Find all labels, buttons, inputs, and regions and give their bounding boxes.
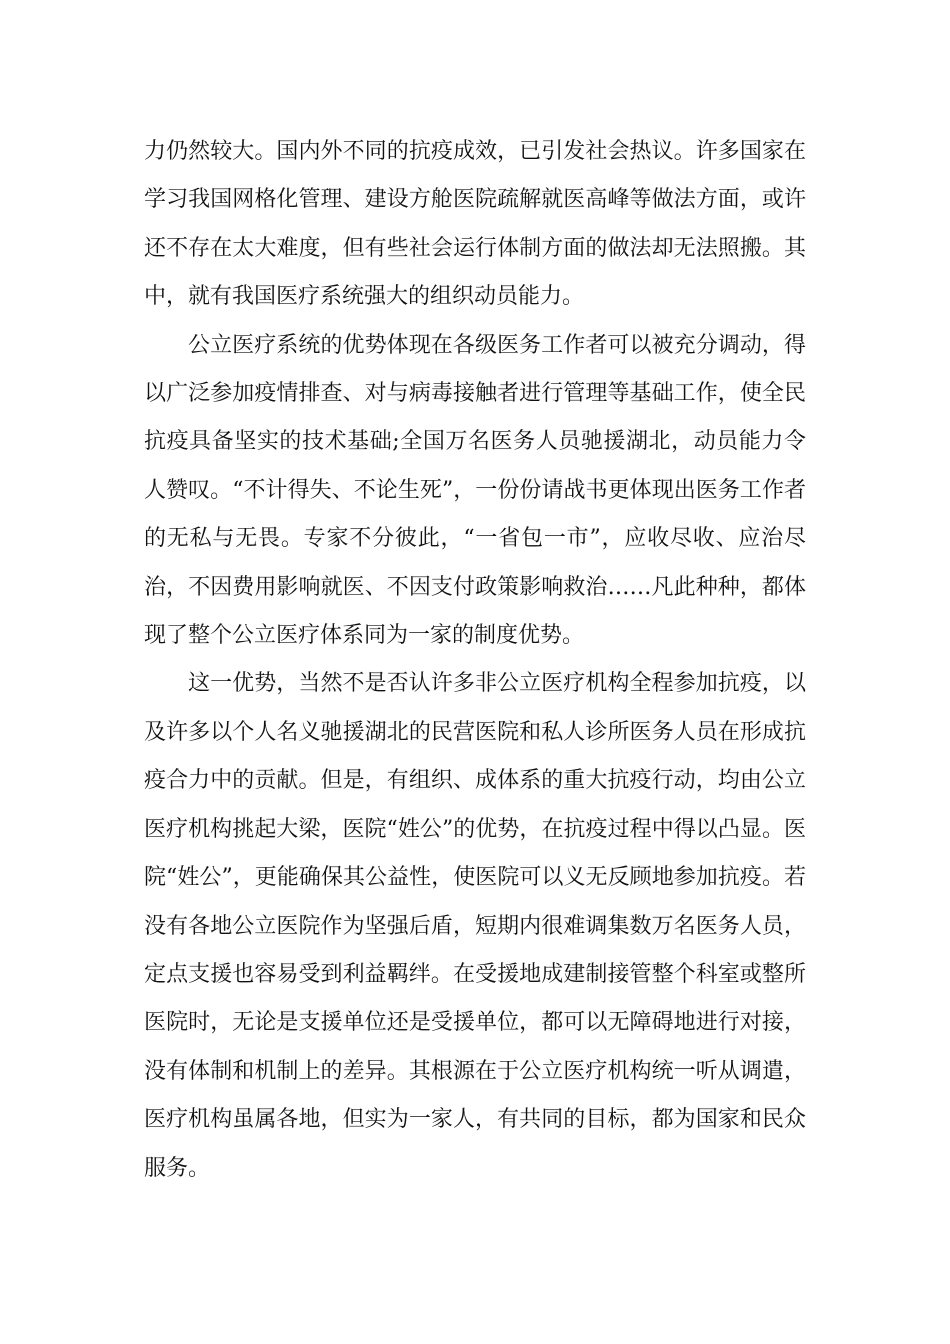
paragraph-medical-system-advantage: 公立医疗系统的优势体现在各级医务工作者可以被充分调动，得以广泛参加疫情排查、对与病毒接触者进行管理等基础工作，使全民抗疫具备坚实的技术基础;全国万名医务人员驰援湖北，动员能力令人赞叹。“不计得失、不论生死”，一份份请战书更体现出医务工作者的无私与无畏。专家不分彼此，“一省包一市”，应收尽收、应治尽治，不因费用影响就医、不因支付政策影响救治……凡此种种，都体现了整个公立医疗体系同为一家的制度优势。 bbox=[144, 332, 806, 649]
document-body bbox=[144, 128, 806, 1193]
paragraph-continued: 力仍然较大。国内外不同的抗疫成效，已引发社会热议。许多国家在学习我国网格化管理、建设方舱医院疏解就医高峰等做法方面，或许还不存在太大难度，但有些社会运行体制方面的做法却无法照搬。其中，就有我国医疗系统强大的组织动员能力。 bbox=[144, 139, 806, 310]
paragraph-public-hospital-role: 这一优势，当然不是否认许多非公立医疗机构全程参加抗疫，以及许多以个人名义驰援湖北的民营医院和私人诊所医务人员在形成抗疫合力中的贡献。但是，有组织、成体系的重大抗疫行动，均由公立医疗机构挑起大梁，医院“姓公”的优势，在抗疫过程中得以凸显。医院“姓公”，更能确保其公益性，使医院可以义无反顾地参加抗疫。若没有各地公立医院作为坚强后盾，短期内很难调集数万名医务人员，定点支援也容易受到利益羁绊。在受援地成建制接管整个科室或整所医院时，无论是支援单位还是受援单位，都可以无障碍地进行对接，没有体制和机制上的差异。其根源在于公立医疗机构统一听从调遣，医疗机构虽属各地，但实为一家人，有共同的目标，都为国家和民众服务。 bbox=[144, 671, 806, 1181]
